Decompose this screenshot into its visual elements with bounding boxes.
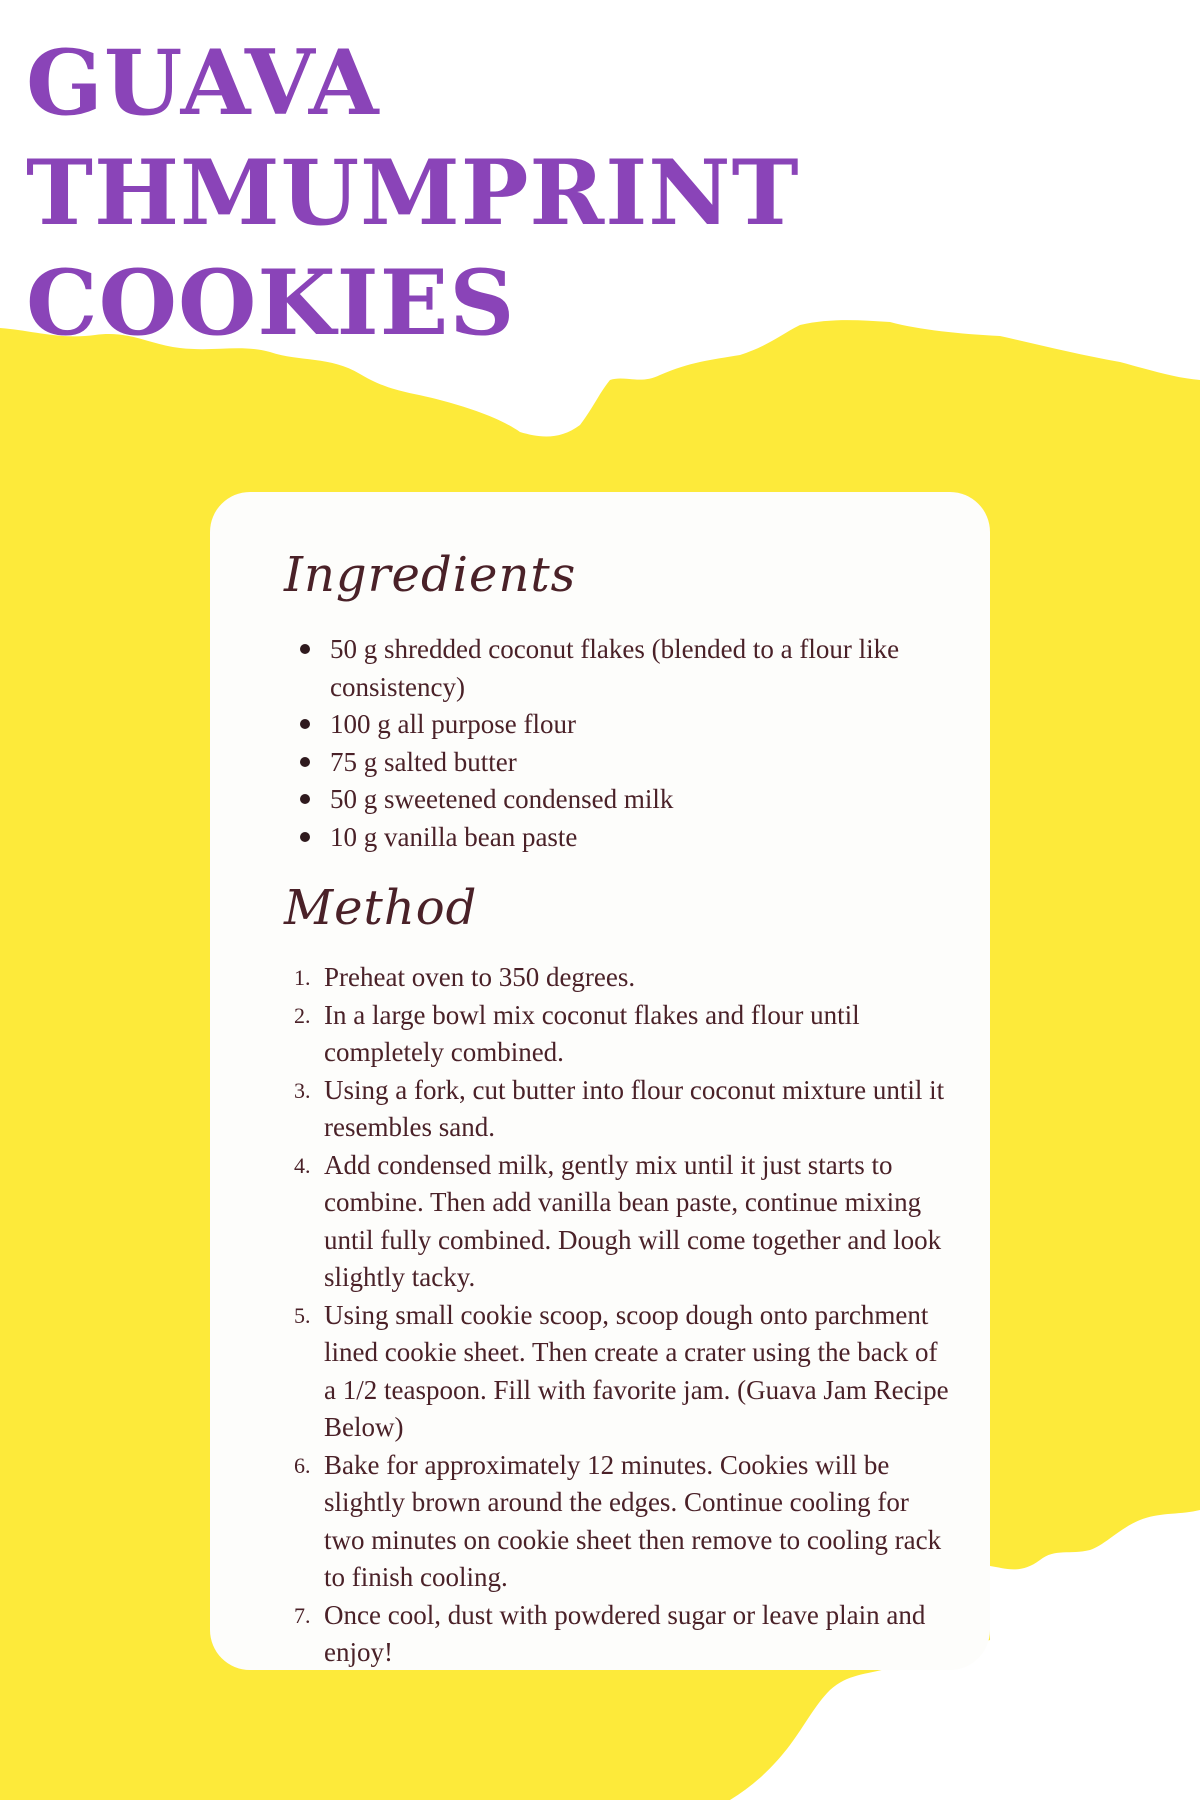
method-step xyxy=(294,1072,954,1147)
method-step xyxy=(294,1297,954,1447)
step-number: 3. xyxy=(294,1077,311,1103)
step-text: Add condensed milk, gently mix until it just starts to combine. Then add vanilla bean paste, continue mixing until fully combined. Dough will come together and look slightly tacky. xyxy=(324,1149,942,1292)
step-number: 5. xyxy=(294,1302,311,1328)
ingredient-item xyxy=(330,744,950,782)
step-text: Once cool, dust with powdered sugar or leave plain and enjoy! xyxy=(324,1599,926,1667)
ingredient-item xyxy=(330,706,950,744)
step-number: 1. xyxy=(294,965,311,990)
ingredients-list xyxy=(330,631,950,856)
recipe-card xyxy=(210,492,990,1670)
recipe-title-line-1: GUAVA THMUMPRINT xyxy=(26,30,800,246)
ingredient-text: 10 g vanilla bean paste xyxy=(330,821,578,852)
method-step xyxy=(294,1597,954,1672)
method-step xyxy=(294,1147,954,1297)
step-text: Bake for approximately 12 minutes. Cookies will be slightly brown around the edges. Continue cooling for two minutes on cookie sheet then remove to cooling rack to finish cooling. xyxy=(324,1449,942,1592)
step-number: 7. xyxy=(294,1602,311,1628)
ingredient-text: 100 g all purpose flour xyxy=(330,709,576,739)
bullet-icon xyxy=(300,832,310,842)
method-step xyxy=(294,1447,954,1597)
step-text: Preheat oven to 350 degrees. xyxy=(324,962,636,992)
method-steps xyxy=(294,959,954,1672)
bullet-icon xyxy=(300,719,310,729)
bullet-icon xyxy=(300,644,310,654)
method-step xyxy=(294,997,954,1072)
ingredient-text: 50 g sweetened condensed milk xyxy=(330,784,674,814)
step-text: Using a fork, cut butter into flour coconut mixture until it resembles sand. xyxy=(324,1074,945,1142)
step-text: In a large bowl mix coconut flakes and flour until completely combined. xyxy=(324,999,860,1067)
bullet-icon xyxy=(300,757,310,767)
step-text: Using small cookie scoop, scoop dough onto parchment lined cookie sheet. Then create a crater using the back of a 1/2 teaspoon. Fill with favorite jam. (Guava Jam Recipe Below) xyxy=(324,1299,949,1442)
step-number: 6. xyxy=(294,1452,311,1478)
step-number: 2. xyxy=(294,1002,311,1028)
method-step xyxy=(294,959,954,997)
recipe-title-line-2: COOKIES xyxy=(26,250,516,356)
ingredient-item xyxy=(330,781,950,819)
method-heading: Method xyxy=(284,880,478,936)
recipe-title xyxy=(26,28,1176,358)
ingredients-heading: Ingredients xyxy=(284,547,577,603)
ingredient-text: 75 g salted butter xyxy=(330,746,517,777)
bullet-icon xyxy=(300,794,310,804)
ingredient-item xyxy=(330,819,950,857)
ingredient-item xyxy=(330,631,950,706)
step-number: 4. xyxy=(294,1152,311,1178)
ingredient-text: 50 g shredded coconut flakes (blended to a flour like consistency) xyxy=(330,634,900,702)
